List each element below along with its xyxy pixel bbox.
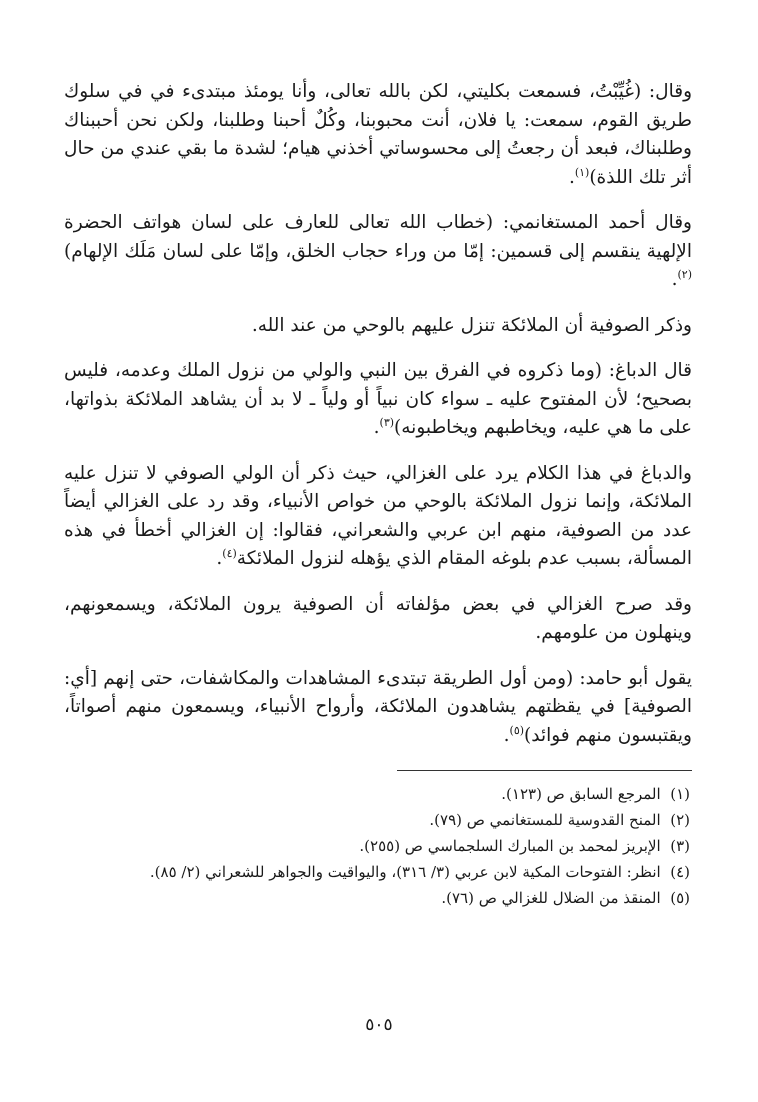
footnote-number: (٣) [670,837,690,855]
footnotes [64,781,692,911]
footnote-number: (٢) [670,811,690,829]
footnote-2: (٢) المنح القدوسية للمستغانمي ص (٧٩). [429,811,690,829]
footnote-ref-4[interactable]: (٤) [222,546,237,560]
page-body [64,78,692,911]
footnote-number: (٤) [670,863,690,881]
paragraph-7: يقول أبو حامد: (ومن أول الطريقة تبتدىء المشاهدات والمكاشفات، حتى إنهم [أي: الصوفية] في يقظتهم يشاهدون الملائكة، وأرواح الأنبياء، ويسمعون منهم أصواتاً، ويقتبسون منهم فوائد)$^{(٥)}$. [64,667,692,746]
footnote-3: (٣) الإبريز لمحمد بن المبارك السلجماسي ص (٢٥٥). [359,837,690,855]
paragraph-3: وذكر الصوفية أن الملائكة تنزل عليهم بالوحي من عند الله. [251,314,692,336]
footnote-ref-5[interactable]: (٥) [509,723,525,737]
footnote-divider [397,770,692,771]
footnote-number: (٥) [670,889,690,907]
page-number: ٥٠٥ [365,1015,393,1035]
footnote-1: (١) المرجع السابق ص (١٢٣). [501,785,690,803]
footnote-5: (٥) المنقذ من الضلال للغزالي ص (٧٦). [441,889,690,907]
paragraph-6: وقد صرح الغزالي في بعض مؤلفاته أن الصوفية يرون الملائكة، ويسمعونهم، وينهلون من علومهم. [64,593,692,643]
footnote-ref-1[interactable]: (١) [574,165,590,179]
footnote-number: (١) [670,785,690,803]
paragraph-1: وقال: (غُيِّبْتُ، فسمعت بكليتي، لكن بالله تعالى، وأنا يومئذ مبتدىء في في سلوك طريق القوم، سمعت: يا فلان، أنت محبوبنا، وكُلٌ أحبنا وطلبنا، ولكن نحن أحببناك وطلبناك، فبعد أن رجعتُ إلى محسوساتي أخذني هيام؛ لشدة ما بقي عندي من حال أثر تلك اللذة)$^{(١)}$. [64,81,692,188]
footnote-ref-2[interactable]: (٢) [677,267,692,281]
footnote-ref-3[interactable]: (٣) [379,415,395,429]
paragraph-2: وقال أحمد المستغانمي: (خطاب الله تعالى للعارف على لسان هواتف الحضرة الإلهية ينقسم إلى قسمين: إمّا من وراء حجاب الخلق، وإمّا على لسان مَلَك الإلهام)$^{(٢)}$. [64,212,692,290]
footnote-4: (٤) انظر: الفتوحات المكية لابن عربي (٣/ ٣١٦)، واليواقيت والجواهر للشعراني (٢/ ٨٥). [149,863,690,881]
paragraph-5: والدباغ في هذا الكلام يرد على الغزالي، حيث ذكر أن الولي الصوفي لا تنزل عليه الملائكة، وإنما نزول الملائكة بالوحي من خواص الأنبياء، وقد رد على الغزالي أيضاً عدد من الصوفية، منهم ابن عربي والشعراني، فقالوا: إن الغزالي أخطأ في هذه المسألة، بسبب عدم بلوغه المقام الذي يؤهله لنزول الملائكة$^{(٤)}$. [64,462,692,569]
paragraph-4: قال الدباغ: (وما ذكروه في الفرق بين النبي والولي من نزول الملك وعدمه، فليس بصحيح؛ لأن المفتوح عليه ـ سواء كان نبياً أو ولياً ـ لا بد أن يشاهد الملائكة بذواتها، على ما هي عليه، ويخاطبهم ويخاطبونه)$^{(٣)}$. [64,360,692,438]
